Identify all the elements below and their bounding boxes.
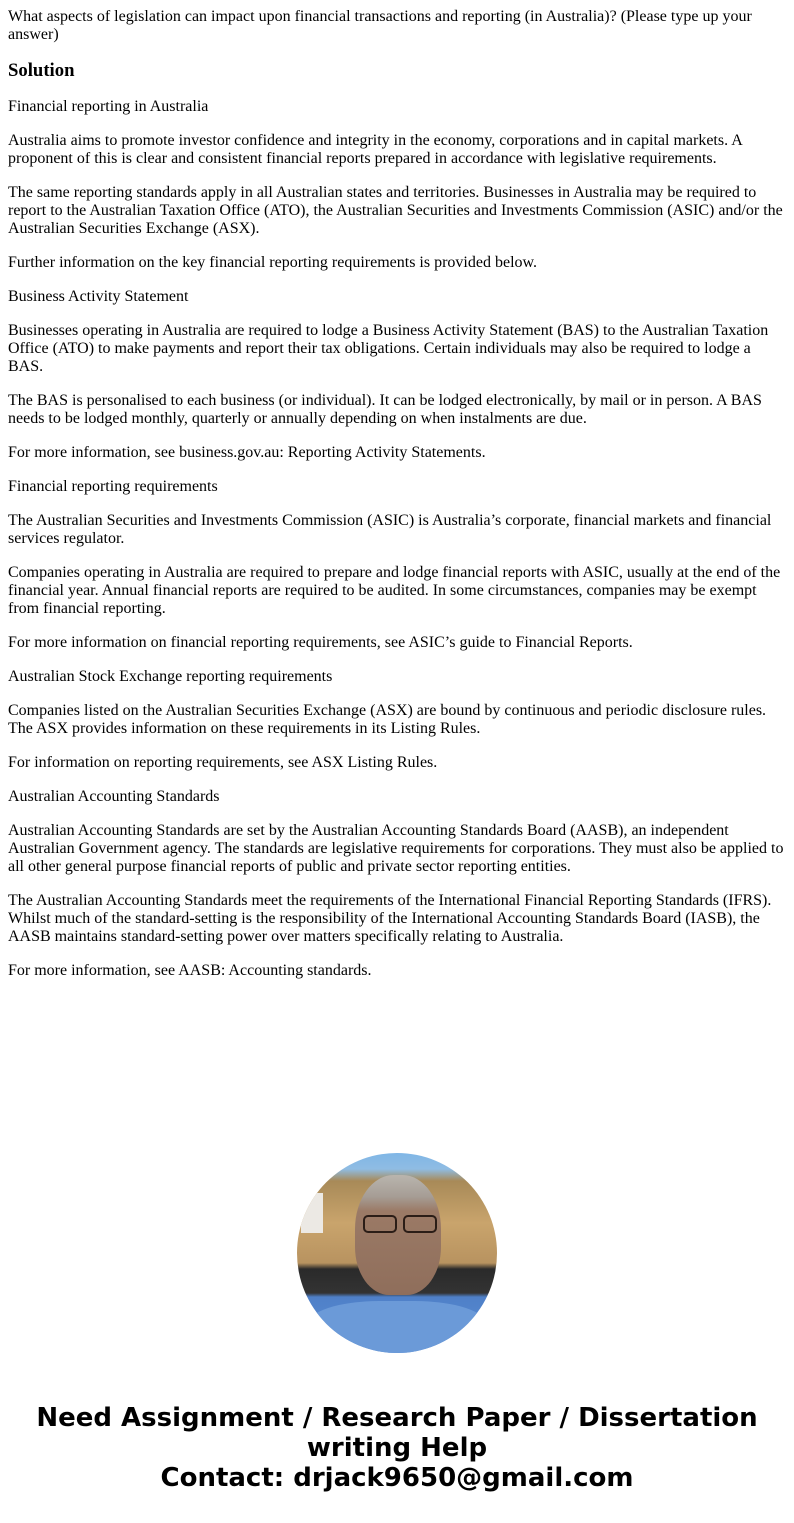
- banner-line-2: writing Help: [306, 1433, 488, 1463]
- paragraph: The Australian Accounting Standards meet the requirements of the International Financial Reporting Standards (IFRS). Whilst much of the standard-setting is the responsibility of the International Accounting Standards Board (IASB), the AASB maintains standard-setting power over matters specifically relating to Australia.: [8, 892, 772, 945]
- paragraph: For more information on financial reporting requirements, see ASIC’s guide to Financial Reports.: [8, 634, 633, 651]
- banner-contact-email: Contact: drjack9650@gmail.com: [160, 1463, 634, 1493]
- paragraph: Companies listed on the Australian Securities Exchange (ASX) are bound by continuous and periodic disclosure rules. The ASX provides information on these requirements in its Listing Rules.: [8, 702, 767, 737]
- avatar-shirt: [307, 1301, 487, 1353]
- section-title-financial-requirements: Financial reporting requirements: [8, 478, 218, 495]
- solution-heading: Solution: [8, 60, 75, 81]
- banner-line-1: Need Assignment / Research Paper / Dissertation: [36, 1403, 758, 1433]
- paragraph: Australia aims to promote investor confidence and integrity in the economy, corporations and in capital markets. A proponent of this is clear and consistent financial reports prepared in accordance with legislative requirements.: [8, 132, 742, 167]
- paragraph: For information on reporting requirements, see ASX Listing Rules.: [8, 754, 438, 771]
- section-title-financial-reporting: Financial reporting in Australia: [8, 98, 209, 115]
- paragraph: For more information, see AASB: Accounting standards.: [8, 962, 372, 979]
- section-title-aasb: Australian Accounting Standards: [8, 788, 220, 805]
- author-avatar: [297, 1153, 497, 1353]
- paragraph: The Australian Securities and Investments Commission (ASIC) is Australia’s corporate, financial markets and financial services regulator.: [8, 512, 772, 547]
- paragraph: Companies operating in Australia are required to prepare and lodge financial reports with ASIC, usually at the end of the financial year. Annual financial reports are required to be audited. In some circumstances, companies may be exempt from financial reporting.: [8, 564, 781, 617]
- paragraph: For more information, see business.gov.au: Reporting Activity Statements.: [8, 444, 486, 461]
- section-title-bas: Business Activity Statement: [8, 288, 189, 305]
- question-text: What aspects of legislation can impact upon financial transactions and reporting (in Australia)? (Please type up your answer): [8, 8, 752, 43]
- background-wall: [301, 1193, 323, 1233]
- paragraph: Businesses operating in Australia are required to lodge a Business Activity Statement (BAS) to the Australian Taxation Office (ATO) to make payments and report their tax obligations. Certain individuals may also be required to lodge a BAS.: [8, 322, 769, 375]
- paragraph: The BAS is personalised to each business (or individual). It can be lodged electronically, by mail or in person. A BAS needs to be lodged monthly, quarterly or annually depending on when instalments are due.: [8, 392, 762, 427]
- avatar-face: [355, 1175, 441, 1295]
- glasses-icon: [361, 1215, 437, 1231]
- document-body: [8, 8, 786, 996]
- paragraph: The same reporting standards apply in all Australian states and territories. Businesses in Australia may be required to report to the Australian Taxation Office (ATO), the Australian Securities and Investments Commission (ASIC) and/or the Australian Securities Exchange (ASX).: [8, 184, 783, 237]
- section-title-asx: Australian Stock Exchange reporting requirements: [8, 668, 333, 685]
- contact-banner: [0, 1403, 794, 1493]
- paragraph: Further information on the key financial reporting requirements is provided below.: [8, 254, 538, 271]
- paragraph: Australian Accounting Standards are set by the Australian Accounting Standards Board (AASB), an independent Australian Government agency. The standards are legislative requirements for corporations. They must also be applied to all other general purpose financial reports of public and private sector reporting entities.: [8, 822, 784, 875]
